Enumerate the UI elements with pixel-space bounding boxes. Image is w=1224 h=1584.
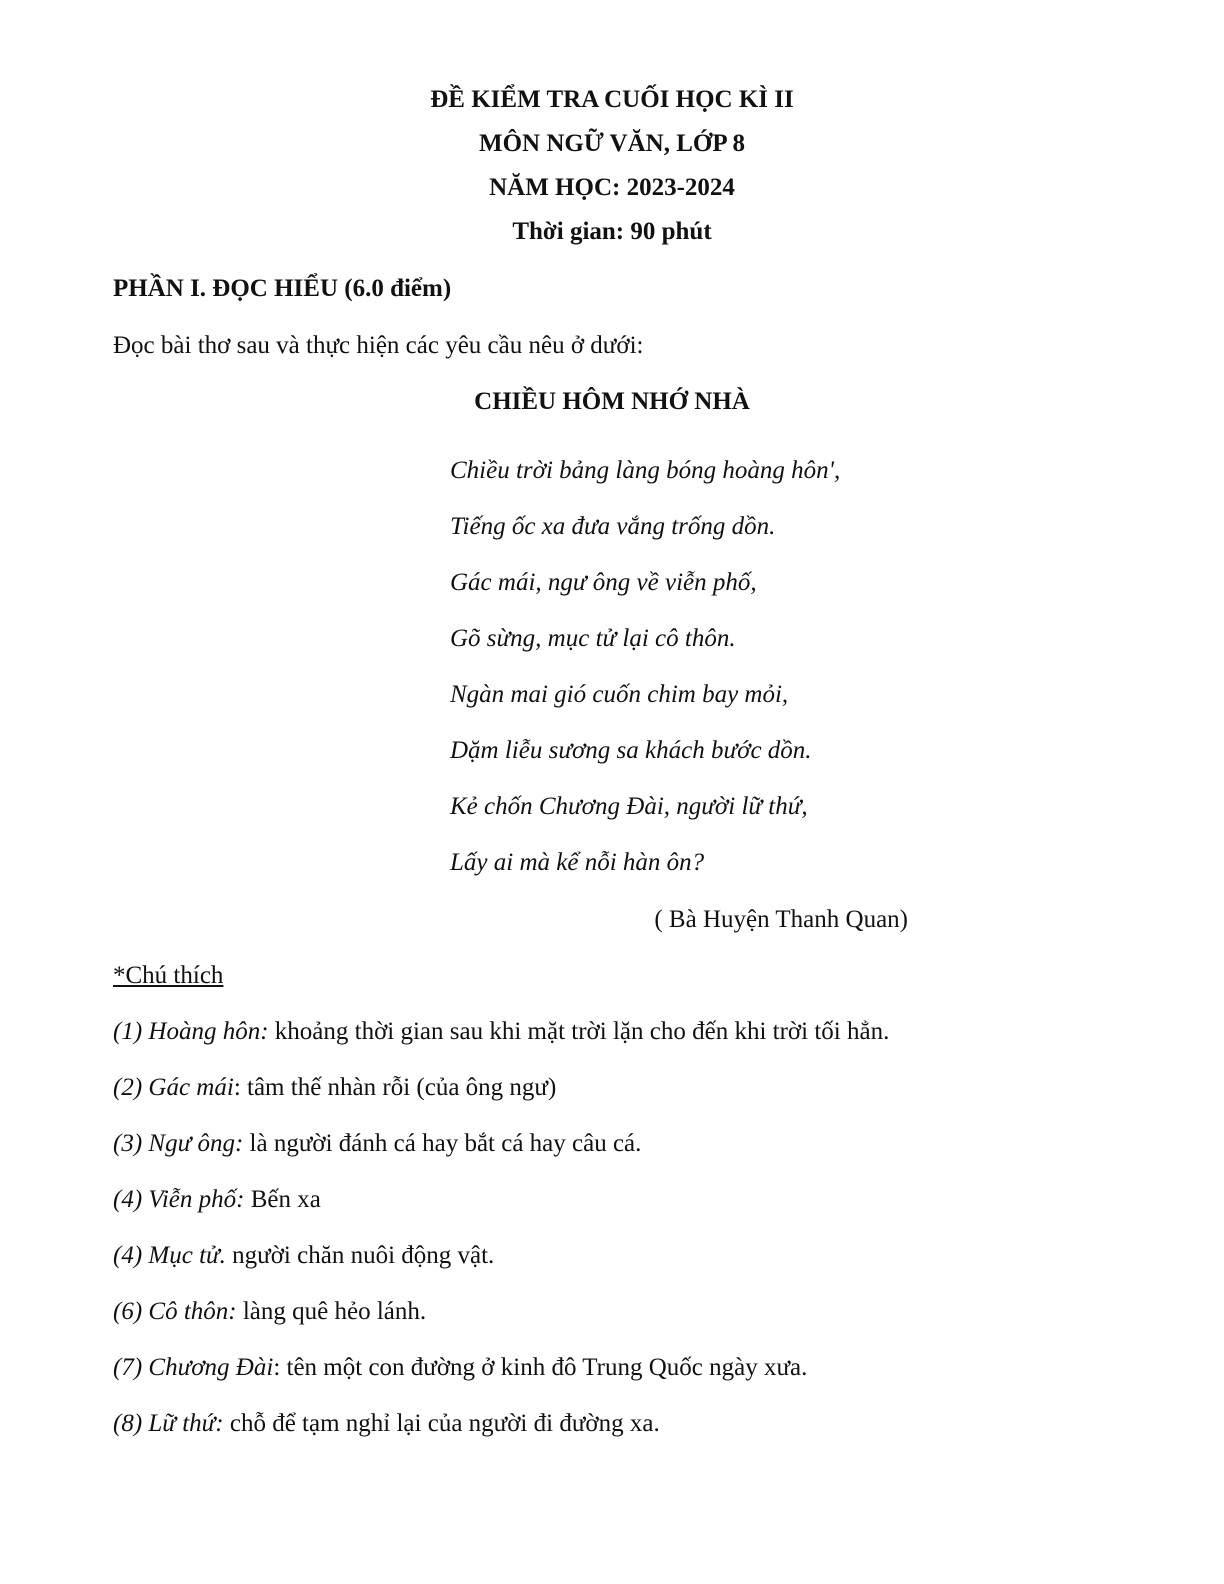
note-definition: chỗ để tạm nghỉ lại của người đi đường xa. (223, 1410, 660, 1437)
note-item (113, 1072, 556, 1104)
note-item (113, 1184, 321, 1216)
poem-line: Dặm liễu sương sa khách bước dồn. (450, 737, 812, 764)
note-term: (1) Hoàng hôn: (113, 1018, 269, 1045)
note-term: (2) Gác mái (113, 1074, 234, 1101)
note-definition: người chăn nuôi động vật. (225, 1242, 495, 1269)
poem-title: CHIỀU HÔM NHỚ NHÀ (474, 388, 750, 415)
note-term: (6) Cô thôn: (113, 1298, 237, 1325)
note-definition: là người đánh cá hay bắt cá hay câu cá. (243, 1130, 642, 1157)
note-item (113, 1016, 889, 1048)
note-term: (3) Ngư ông: (113, 1130, 244, 1157)
poem-line: Tiếng ốc xa đưa vắng trống dồn. (450, 513, 776, 540)
notes-heading: *Chú thích (113, 962, 224, 989)
poem-author: ( Bà Huyện Thanh Quan) (654, 906, 908, 933)
poem-line: Kẻ chốn Chương Đài, người lữ thứ, (450, 793, 808, 820)
note-definition: : tên một con đường ở kinh đô Trung Quốc ngày xưa. (273, 1354, 808, 1381)
note-item (113, 1352, 807, 1384)
note-term: (7) Chương Đài (113, 1354, 274, 1381)
exam-title: ĐỀ KIỂM TRA CUỐI HỌC KÌ II (430, 86, 794, 113)
school-year-line: NĂM HỌC: 2023-2024 (489, 174, 735, 201)
poem-line: Gác mái, ngư ông về viễn phố, (450, 569, 757, 596)
note-item (113, 1408, 660, 1440)
note-item (113, 1128, 641, 1160)
poem-line: Lấy ai mà kể nỗi hàn ôn? (450, 849, 705, 876)
note-term: (8) Lữ thứ: (113, 1410, 224, 1437)
instruction-text: Đọc bài thơ sau và thực hiện các yêu cầu nêu ở dưới: (113, 332, 644, 359)
poem-line: Gõ sừng, mục tử lại cô thôn. (450, 625, 736, 652)
note-definition: Bến xa (244, 1186, 321, 1213)
poem-line: Ngàn mai gió cuốn chim bay mỏi, (450, 681, 789, 708)
note-definition: làng quê hẻo lánh. (236, 1298, 427, 1325)
subject-line: MÔN NGỮ VĂN, LỚP 8 (479, 130, 745, 157)
note-definition: khoảng thời gian sau khi mặt trời lặn cho đến khi trời tối hẳn. (268, 1018, 890, 1045)
note-term: (4) Viễn phố: (113, 1186, 245, 1213)
section-heading: PHẦN I. ĐỌC HIỂU (6.0 điểm) (113, 275, 452, 302)
note-item (113, 1240, 494, 1272)
note-term: (4) Mục tử. (113, 1242, 226, 1269)
duration-line: Thời gian: 90 phút (512, 218, 712, 245)
note-definition: : tâm thế nhàn rỗi (của ông ngư) (233, 1074, 557, 1101)
poem-line: Chiều trời bảng làng bóng hoàng hôn', (450, 457, 841, 484)
note-item (113, 1296, 426, 1328)
